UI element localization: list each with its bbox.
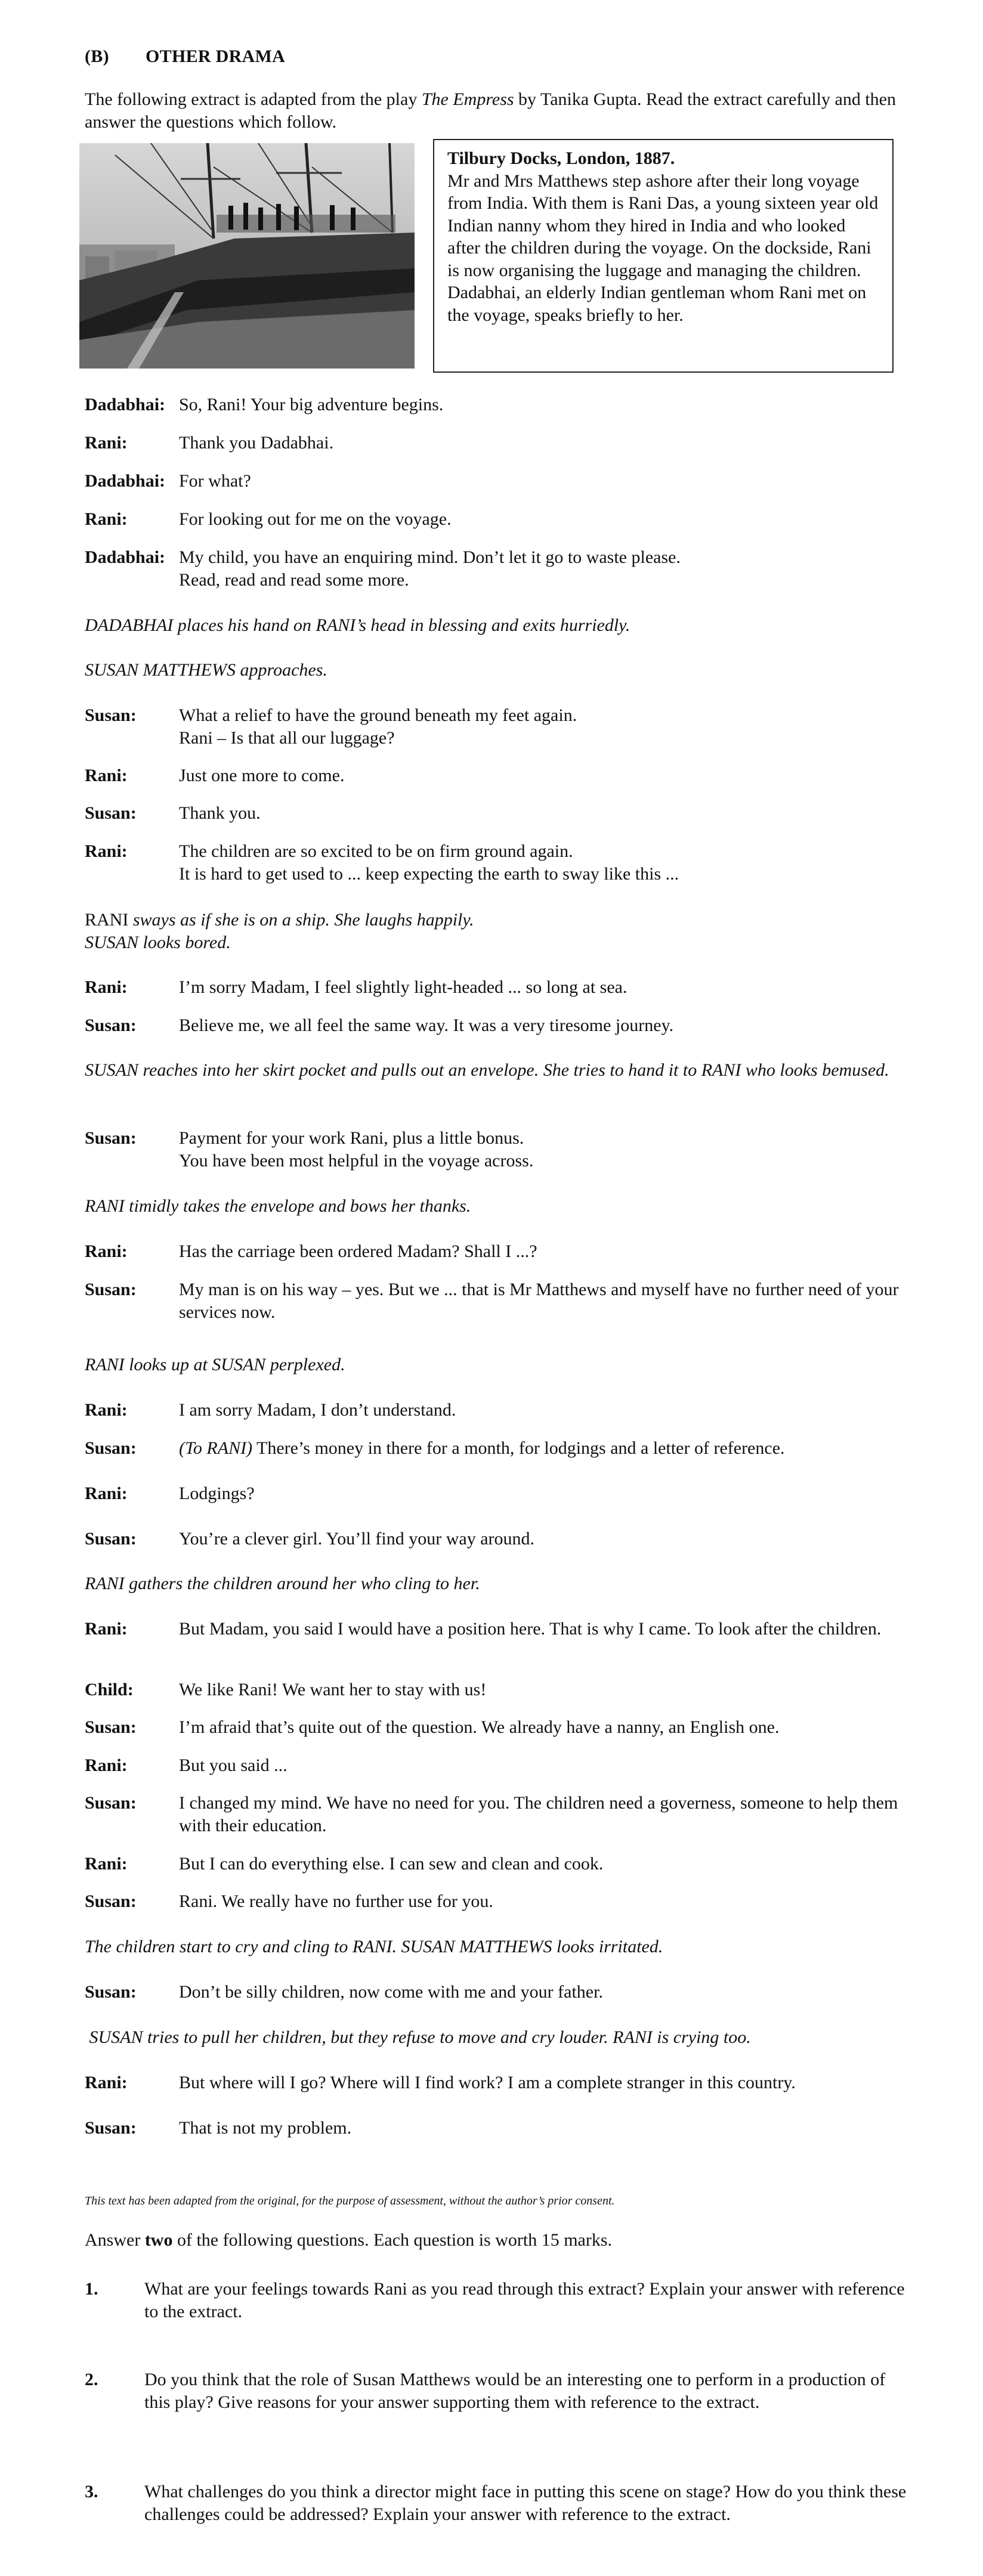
speech: Rani. We really have no further use for you. <box>179 1891 493 1911</box>
speech: But I can do everything else. I can sew and clean and cook. <box>179 1854 604 1874</box>
speaker-name: Susan: <box>85 2118 137 2138</box>
speaker-name: Susan: <box>85 1280 137 1299</box>
speaker-name: Rani: <box>85 1854 128 1874</box>
speaker-name: Susan: <box>85 1438 137 1458</box>
speaker-name: Rani: <box>85 1400 128 1420</box>
aside-direction: (To RANI) <box>179 1438 253 1458</box>
speaker-name: Rani: <box>85 977 128 997</box>
question-number: 1. <box>85 2279 98 2299</box>
speech: I’m sorry Madam, I feel slightly light-headed ... so long at sea. <box>179 977 627 997</box>
question-text: Do you think that the role of Susan Matthews would be an interesting one to perform in a production of this play? Give reasons for your answer supporting them with reference to the extract. <box>144 2370 886 2412</box>
speech: So, Rani! Your big adventure begins. <box>179 395 444 414</box>
speaker-name: Child: <box>85 1680 134 1699</box>
stage-direction: DADABHAI places his hand on RANI’s head in blessing and exits hurriedly. <box>85 615 630 635</box>
speech: For what? <box>179 471 251 491</box>
speaker-name: Susan: <box>85 1793 137 1813</box>
speaker-name: Susan: <box>85 1015 137 1035</box>
speaker-name: Susan: <box>85 1529 137 1549</box>
speech: We like Rani! We want her to stay with us! <box>179 1680 487 1699</box>
speaker-name: Rani: <box>85 1484 128 1503</box>
speech: That is not my problem. <box>179 2118 352 2138</box>
speech: Has the carriage been ordered Madam? Shall I ...? <box>179 1241 537 1261</box>
ship-image <box>79 143 415 369</box>
stage-direction: SUSAN reaches into her skirt pocket and pulls out an envelope. She tries to hand it to RANI who looks bemused. <box>85 1060 889 1080</box>
section-title: OTHER DRAMA <box>146 47 286 66</box>
speech: Don’t be silly children, now come with me and your father. <box>179 1982 603 2002</box>
speaker-name: Susan: <box>85 803 137 823</box>
section-letter: (B) <box>85 47 109 66</box>
speech: (To RANI) There’s money in there for a month, for lodgings and a letter of reference. <box>179 1438 785 1458</box>
speaker-name: Susan: <box>85 1128 137 1148</box>
question-number: 2. <box>85 2370 98 2389</box>
speaker-name: Susan: <box>85 705 137 725</box>
speaker-name: Rani: <box>85 433 128 453</box>
stage-direction: RANI looks up at SUSAN perplexed. <box>85 1355 345 1374</box>
adaptation-note: This text has been adapted from the original, for the purpose of assessment, without the author’s prior consent. <box>85 2194 615 2207</box>
setting-description: Mr and Mrs Matthews step ashore after their long voyage from India. With them is Rani Das, a young sixteen year old Indian nanny whom they hired in India and who looked after the children during the voyage. On the dockside, Rani is now organising the luggage and managing the children. Dadabhai, an elderly Indian gentleman whom Rani met on the voyage, speaks briefly to her. <box>447 171 879 325</box>
stage-direction: RANI timidly takes the envelope and bows her thanks. <box>85 1196 471 1216</box>
speech: I changed my mind. We have no need for you. The children need a governess, someone to help them with their education. <box>179 1793 898 1835</box>
speaker-name: Susan: <box>85 1982 137 2002</box>
speech: But you said ... <box>179 1755 288 1775</box>
ship-photograph <box>79 143 415 369</box>
speech: I am sorry Madam, I don’t understand. <box>179 1400 456 1420</box>
question-text: What are your feelings towards Rani as you read through this extract? Explain your answer with reference to the extract. <box>144 2279 905 2321</box>
speech: But where will I go? Where will I find work? I am a complete stranger in this country. <box>179 2073 796 2092</box>
speech: My child, you have an enquiring mind. Don’t let it go to waste please. Read, read and read some more. <box>179 547 681 590</box>
setting-box <box>433 139 894 373</box>
speaker-name: Rani: <box>85 766 128 785</box>
speech: Payment for your work Rani, plus a little bonus. You have been most helpful in the voyage across. <box>179 1128 534 1171</box>
question-text: What challenges do you think a director might face in putting this scene on stage? How do you think these challenges could be addressed? Explain your answer with reference to the extract. <box>144 2482 907 2524</box>
speaker-name: Rani: <box>85 841 128 861</box>
speaker-name: Rani: <box>85 1241 128 1261</box>
speaker-name: Rani: <box>85 509 128 529</box>
speech: Just one more to come. <box>179 766 345 785</box>
speech: But Madam, you said I would have a position here. That is why I came. To look after the children. <box>179 1619 882 1639</box>
stage-direction: SUSAN MATTHEWS approaches. <box>85 660 327 680</box>
speech: Thank you Dadabhai. <box>179 433 334 453</box>
speech: Believe me, we all feel the same way. It was a very tiresome journey. <box>179 1015 674 1035</box>
speech: I’m afraid that’s quite out of the question. We already have a nanny, an English one. <box>179 1717 780 1737</box>
stage-direction: RANI gathers the children around her who cling to her. <box>85 1574 480 1593</box>
stage-direction: The children start to cry and cling to RANI. SUSAN MATTHEWS looks irritated. <box>85 1937 663 1956</box>
speaker-name: Rani: <box>85 1619 128 1639</box>
speaker-name: Susan: <box>85 1891 137 1911</box>
play-title: The Empress <box>421 89 514 109</box>
speaker-name: Dadabhai: <box>85 471 166 491</box>
speech: For looking out for me on the voyage. <box>179 509 452 529</box>
speech: Lodgings? <box>179 1484 255 1503</box>
stage-direction: SUSAN tries to pull her children, but they refuse to move and cry louder. RANI is crying too. <box>85 2027 751 2047</box>
speaker-name: Rani: <box>85 2073 128 2092</box>
speaker-name: Dadabhai: <box>85 547 166 567</box>
speech: My man is on his way – yes. But we ... that is Mr Matthews and myself have no further need of your services now. <box>179 1280 899 1322</box>
speaker-name: Rani: <box>85 1755 128 1775</box>
question-number: 3. <box>85 2482 98 2501</box>
speaker-name: Susan: <box>85 1717 137 1737</box>
speech: Thank you. <box>179 803 261 823</box>
speech: The children are so excited to be on firm ground again. It is hard to get used to ... keep expecting the earth to sway like this ... <box>179 841 679 884</box>
intro-paragraph: The following extract is adapted from the play The Empress by Tanika Gupta. Read the extract carefully and then answer the questions which follow. <box>85 89 896 132</box>
speech: You’re a clever girl. You’ll find your way around. <box>179 1529 535 1549</box>
stage-direction: RANI sways as if she is on a ship. She laughs happily. SUSAN looks bored. <box>85 910 474 952</box>
section-heading <box>85 47 285 67</box>
answer-instruction: Answer two of the following questions. Each question is worth 15 marks. <box>85 2230 613 2250</box>
speaker-name: Dadabhai: <box>85 395 166 414</box>
setting-title: Tilbury Docks, London, 1887. <box>447 148 675 168</box>
speech: What a relief to have the ground beneath my feet again. Rani – Is that all our luggage? <box>179 705 577 748</box>
